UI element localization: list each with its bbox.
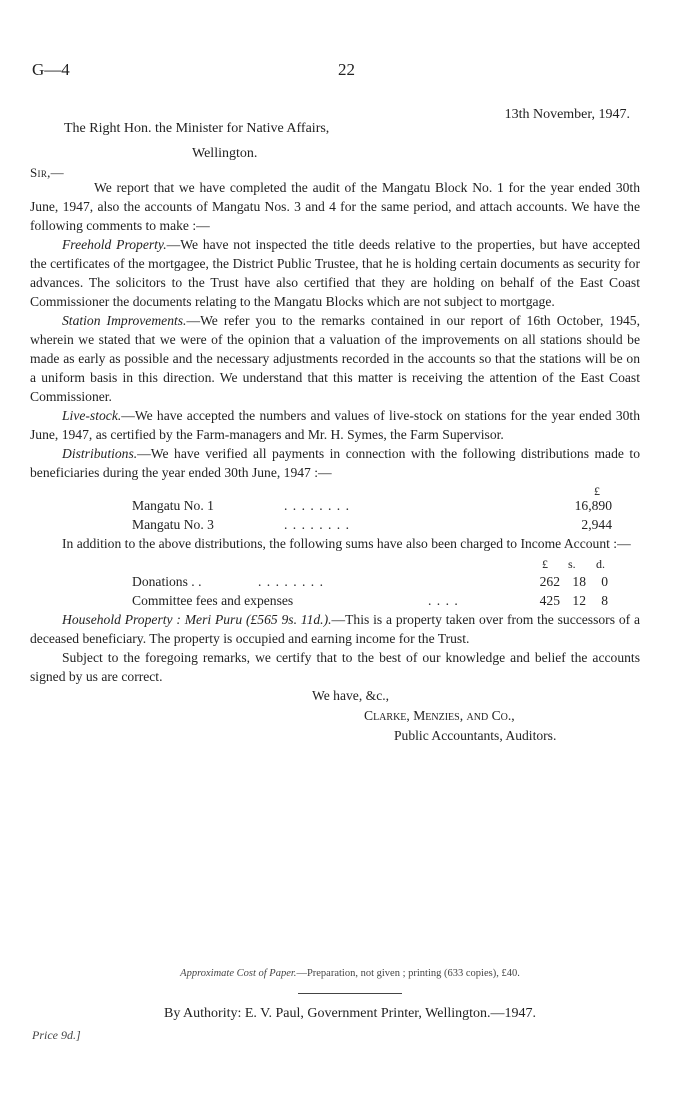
table-cell-shillings: 18 bbox=[572, 574, 586, 589]
distributions-heading: Distributions. bbox=[62, 446, 138, 461]
distributions-currency: £ bbox=[594, 484, 600, 498]
cost-label: Approximate Cost of Paper. bbox=[180, 968, 297, 979]
letter-body bbox=[30, 178, 640, 746]
price-note: Price 9d.] bbox=[32, 1028, 81, 1042]
table-cell-label: Mangatu No. 1 bbox=[132, 498, 214, 513]
addressee: The Right Hon. the Minister for Native Affairs, bbox=[64, 121, 330, 136]
table-cell-pounds: 262 bbox=[539, 574, 560, 589]
station-text: —We refer you to the remarks contained in our report of 16th October, 1945, wherein we stated that we were of the opinion that a valuation of the improvements on all stations should be made as early as possible and the necessary adjustments recorded in the accounts so that the stations will be on a uniform basis in this direction. We understand that this matter is receiving the attention of the East Coast Commissioner. bbox=[30, 313, 640, 404]
station-heading: Station Improvements. bbox=[62, 313, 187, 328]
freehold-paragraph bbox=[30, 235, 640, 311]
cost-text: —Preparation, not given ; printing (633 copies), £40. bbox=[296, 968, 520, 979]
table-cell-amount: 2,944 bbox=[581, 517, 612, 532]
distributions-paragraph bbox=[30, 444, 640, 482]
page-number: 22 bbox=[338, 60, 355, 79]
signature-firm: Clarke, Menzies, and Co., bbox=[364, 708, 515, 723]
header-pounds: £ bbox=[542, 557, 548, 571]
table-cell-pence: 0 bbox=[601, 574, 608, 589]
header-shillings: s. bbox=[568, 557, 576, 571]
table-row bbox=[30, 515, 640, 534]
distributions-currency-header bbox=[30, 482, 640, 496]
household-heading: Household Property : Meri Puru (£565 9s. 11d.). bbox=[62, 612, 332, 627]
signature-line-1: We have, &c., bbox=[312, 688, 390, 703]
closing-paragraph: Subject to the foregoing remarks, we certify that to the best of our knowledge and belief the accounts signed by us are correct. bbox=[30, 650, 640, 684]
header-pence: d. bbox=[596, 557, 605, 571]
table-cell-dots: . . . . bbox=[428, 593, 459, 608]
income-table bbox=[30, 572, 640, 610]
distributions-text: —We have verified all payments in connection with the following distributions made to beneficiaries during the year ended 30th June, 1947 :— bbox=[30, 446, 640, 480]
printer-authority: By Authority: E. V. Paul, Government Printer, Wellington.—1947. bbox=[163, 1006, 537, 1021]
addressee-city: Wellington. bbox=[192, 146, 258, 161]
livestock-text: —We have accepted the numbers and values of live-stock on stations for the year ended 30th June, 1947, as certified by the Farm-managers and Mr. H. Symes, the Farm Supervisor. bbox=[30, 408, 640, 442]
table-cell-label: Donations . . bbox=[132, 574, 202, 589]
freehold-text: —We have not inspected the title deeds relative to the properties, but have accepted the certificates of the mortgagee, the District Public Trustee, that he is holding certain documents as security for advances. The solicitors to the Trust have also certified that they are holding on behalf of the East Coast Commissioner the documents relating to the Mangatu Blocks which are not subject to mortgage. bbox=[30, 237, 641, 309]
signature-block bbox=[30, 686, 640, 746]
table-cell-amount: 16,890 bbox=[574, 498, 612, 513]
letter-date: 13th November, 1947. bbox=[504, 107, 630, 122]
additional-paragraph: In addition to the above distributions, the following sums have also been charged to Income Account :— bbox=[62, 536, 631, 551]
table-cell-label: Committee fees and expenses bbox=[132, 593, 294, 608]
table-cell-label: Mangatu No. 3 bbox=[132, 517, 214, 532]
household-paragraph bbox=[30, 610, 640, 648]
table-row bbox=[30, 496, 640, 515]
table-cell-dots: . . . . . . . . bbox=[258, 574, 324, 589]
freehold-heading: Freehold Property. bbox=[62, 237, 167, 252]
salutation: Sir,— bbox=[30, 165, 64, 180]
signature-title: Public Accountants, Auditors. bbox=[394, 728, 557, 743]
intro-paragraph: We report that we have completed the audit of the Mangatu Block No. 1 for the year ended 30th June, 1947, also the accounts of Mangatu Nos. 3 and 4 for the same period, and attach accounts. We have the following comments to make :— bbox=[30, 180, 640, 233]
table-cell-dots: . . . . . . . . bbox=[284, 498, 350, 513]
livestock-paragraph bbox=[30, 406, 640, 444]
table-cell-pence: 8 bbox=[601, 593, 608, 608]
table-cell-pounds: 425 bbox=[539, 593, 560, 608]
distributions-table bbox=[30, 496, 640, 534]
livestock-heading: Live-stock. bbox=[62, 408, 122, 423]
household-text: —This is a property taken over from the successors of a deceased beneficiary. The property is occupied and earning income for the Trust. bbox=[30, 612, 640, 646]
table-cell-shillings: 12 bbox=[572, 593, 586, 608]
document-id: G—4 bbox=[32, 60, 70, 79]
cost-of-paper-note bbox=[0, 964, 700, 983]
table-cell-dots: . . . . . . . . bbox=[284, 517, 350, 532]
footer-divider bbox=[298, 993, 402, 994]
income-table-header bbox=[30, 553, 640, 572]
table-row bbox=[30, 591, 640, 610]
table-row bbox=[30, 572, 640, 591]
station-paragraph bbox=[30, 311, 640, 406]
